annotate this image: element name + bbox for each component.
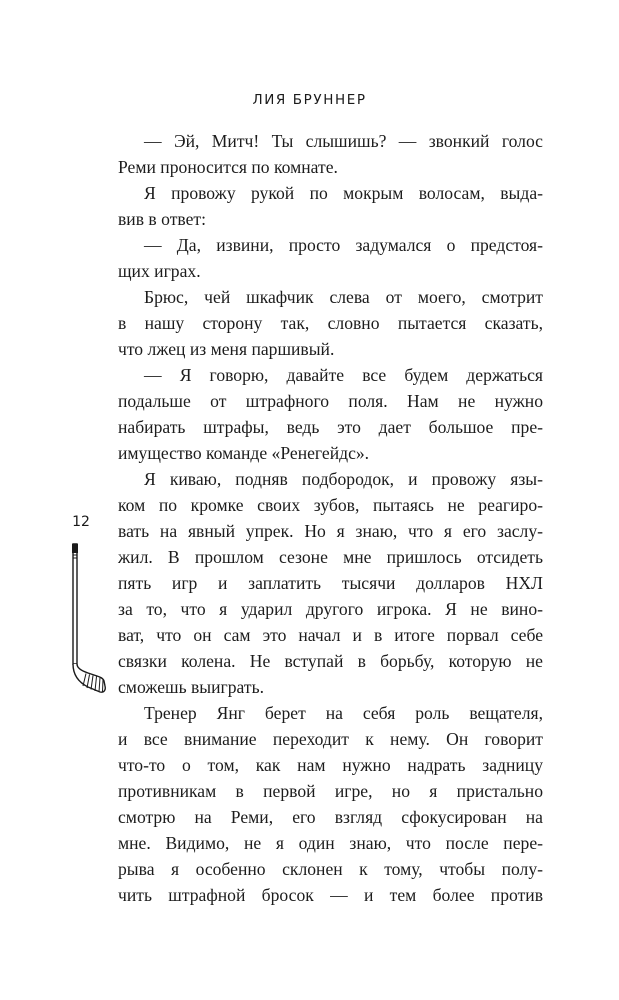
text-line: противникам в первой игре, но я пристально <box>118 781 543 801</box>
text-line: ват, что он сам это начал и в итоге порвал себе <box>118 625 543 645</box>
text-line: жил. В прошлом сезоне мне пришлось отсидеть <box>118 547 543 567</box>
text-line: смотрю на Реми, его взгляд сфокусирован на <box>118 807 543 827</box>
text-line: Я провожу рукой по мокрым волосам, выда- <box>144 183 543 203</box>
text-line: и все внимание переходит к нему. Он говорит <box>118 729 543 749</box>
text-line: вать на явный упрек. Но я знаю, что я его заслу- <box>118 521 543 541</box>
body-text <box>118 128 543 908</box>
text-line: мне. Видимо, не я один знаю, что после пере- <box>118 833 543 853</box>
text-line: — Эй, Митч! Ты слышишь? — звонкий голос <box>144 131 543 151</box>
text-line: в нашу сторону так, словно пытается сказать, <box>118 313 543 333</box>
text-line: подальше от штрафного поля. Нам не нужно <box>118 391 543 411</box>
paragraph <box>118 180 543 232</box>
text-line: ком по кромке своих зубов, пытаясь не реагиро- <box>118 495 543 515</box>
text-line: пять игр и заплатить тысячи долларов НХЛ <box>118 573 543 593</box>
text-line: за то, что я ударил другого игрока. Я не вино- <box>118 599 543 619</box>
text-line: вив в ответ: <box>118 209 206 229</box>
text-line: чить штрафной бросок — и тем более против <box>118 885 543 905</box>
hockey-stick-icon <box>64 540 108 700</box>
text-line: набирать штрафы, ведь это дает большое пре- <box>118 417 543 437</box>
text-line: Реми проносится по комнате. <box>118 157 338 177</box>
page-number: 12 <box>72 514 90 530</box>
paragraph <box>118 284 543 362</box>
text-line: что лжец из меня паршивый. <box>118 339 335 359</box>
text-line: Я киваю, подняв подбородок, и провожу язы- <box>144 469 543 489</box>
text-line: имущество команде «Ренегейдс». <box>118 443 370 463</box>
text-line: щих играх. <box>118 261 201 281</box>
text-line: Тренер Янг берет на себя роль вещателя, <box>144 703 543 723</box>
paragraph <box>118 700 543 908</box>
text-line: Брюс, чей шкафчик слева от моего, смотрит <box>144 287 543 307</box>
paragraph <box>118 232 543 284</box>
text-line: что-то о том, как нам нужно надрать задницу <box>118 755 543 775</box>
paragraph <box>118 466 543 700</box>
text-line: сможешь выиграть. <box>118 677 265 697</box>
text-line: связки колена. Не вступай в борьбу, которую не <box>118 651 543 671</box>
paragraph <box>118 128 543 180</box>
paragraph <box>118 362 543 466</box>
running-head: ЛИЯ БРУННЕР <box>252 92 367 108</box>
text-line: — Да, извини, просто задумался о предстоя- <box>144 235 543 255</box>
text-line: — Я говорю, давайте все будем держаться <box>144 365 543 385</box>
text-line: рыва я особенно склонен к тому, чтобы полу- <box>118 859 543 879</box>
